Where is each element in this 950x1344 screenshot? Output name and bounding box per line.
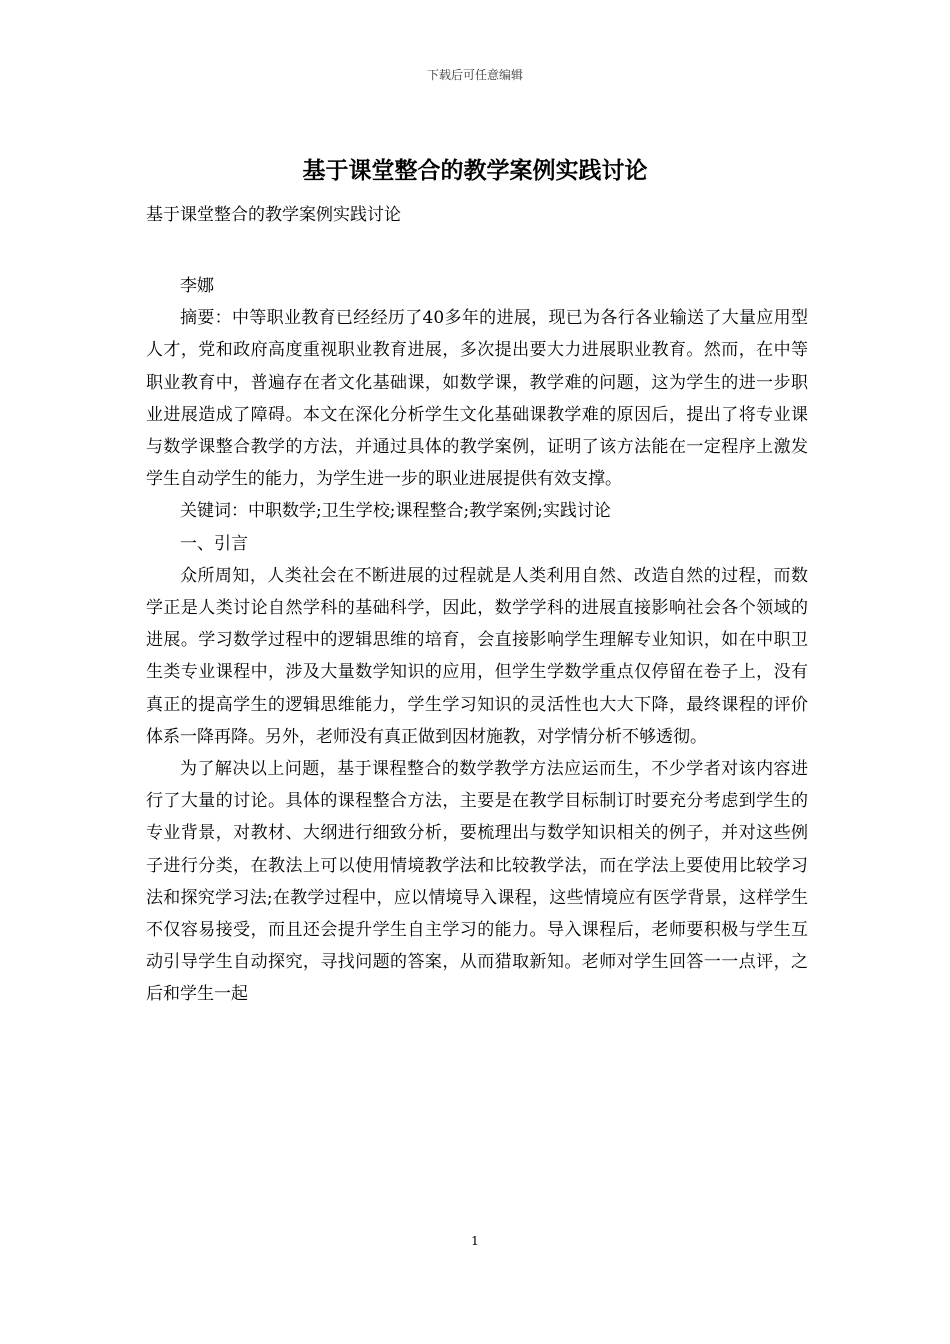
author-name: 李娜 — [180, 276, 214, 296]
abstract-paragraph: 摘要：中等职业教育已经经历了40多年的进展，现已为各行各业输送了大量应用型人才，党和政府高度重视职业教育进展，多次提出要大力进展职业教育。然而，在中等职业教育中，普遍存在者文化基础课，如数学课，教学难的问题，这为学生的进一步职业进展造成了障碍。本文在深化分析学生文化基础课教学难的原因后，提出了将专业课与数学课整合教学的方法，并通过具体的教学案例，证明了该方法能在一定程序上激发学生自动学生的能力，为学生进一步的职业进展提供有效支撑。 — [146, 308, 808, 490]
page-number: 1 — [471, 1234, 479, 1248]
section-heading-introduction: 一、引言 — [180, 533, 248, 554]
document-body — [146, 270, 808, 1011]
document-subtitle: 基于课堂整合的教学案例实践讨论 — [146, 205, 401, 225]
body-paragraph-2: 为了解决以上问题，基于课程整合的数学教学方法应运而生，不少学者对该内容进行了大量的讨论。具体的课程整合方法，主要是在教学目标制订时要充分考虑到学生的专业背景，对教材、大纲进行细致分析，要梳理出与数学知识相关的例子，并对这些例子进行分类，在教法上可以使用情境教学法和比较教学法，而在学法上要使用比较学习法和探究学习法;在教学过程中，应以情境导入课程，这些情境应有医学背景，这样学生不仅容易接受，而且还会提升学生自主学习的能力。导入课程后，老师要积极与学生互动引导学生自动探究，寻找问题的答案，从而猎取新知。老师对学生回答一一点评，之后和学生一起 — [146, 759, 808, 1005]
body-paragraph-1: 众所周知，人类社会在不断进展的过程就是人类利用自然、改造自然的过程，而数学正是人类讨论自然学科的基础科学，因此，数学学科的进展直接影响社会各个领域的进展。学习数学过程中的逻辑思维的培育，会直接影响学生理解专业知识，如在中职卫生类专业课程中，涉及大量数学知识的应用，但学生学数学重点仅停留在卷子上，没有真正的提高学生的逻辑思维能力，学生学习知识的灵活性也大大下降，最终课程的评价体系一降再降。另外，老师没有真正做到因材施教，对学情分析不够透彻。 — [146, 565, 808, 747]
header-note: 下载后可任意编辑 — [426, 68, 523, 82]
keywords-line: 关键词：中职数学;卫生学校;课程整合;教学案例;实践讨论 — [180, 501, 611, 522]
document-title: 基于课堂整合的教学案例实践讨论 — [302, 157, 648, 184]
